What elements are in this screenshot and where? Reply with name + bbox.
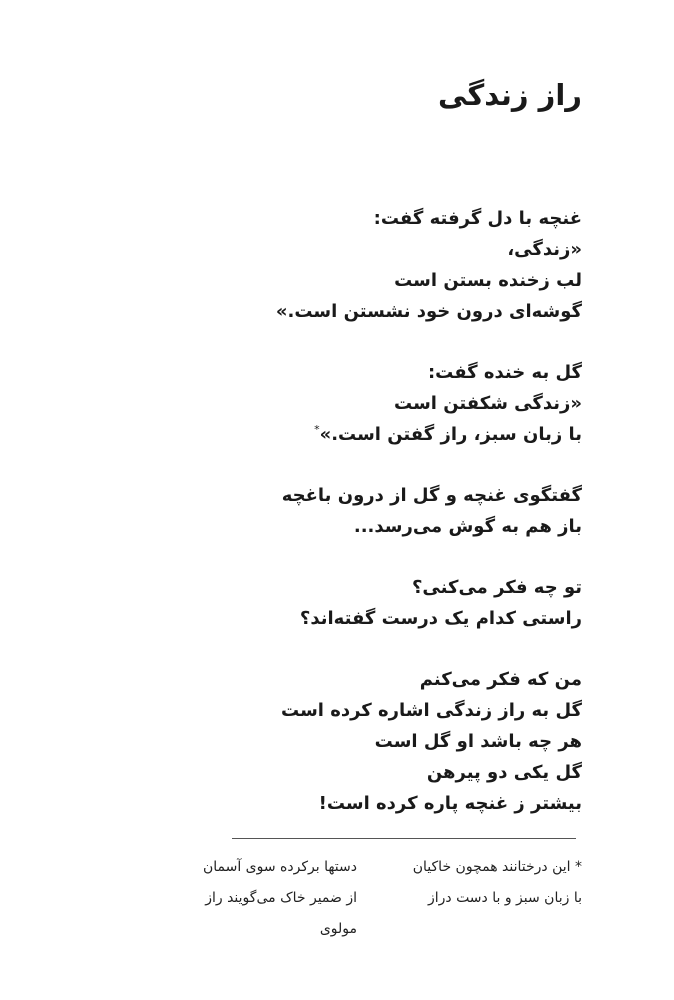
footnote-hemistich: با زبان سبز و با دست دراز xyxy=(427,890,582,906)
poem-body xyxy=(102,203,582,849)
poem-line: راستی کدام یک درست گفته‌اند؟ xyxy=(299,608,582,629)
footnote-divider xyxy=(232,838,576,839)
stanza-1 xyxy=(102,203,582,327)
footnote-hemistich: * این درختانند همچون خاکیان xyxy=(412,859,582,875)
stanza-4 xyxy=(102,572,582,634)
poem-line: باز هم به گوش می‌رسد... xyxy=(353,516,582,537)
poem-title: راز زندگی xyxy=(438,78,582,112)
poem-line: هر چه باشد او گل است xyxy=(374,731,582,752)
poem-line: «زندگی، xyxy=(507,239,582,260)
poem-line: گل به خنده گفت: xyxy=(427,362,582,383)
poem-line-text: با زبان سبز، راز گفتن است.» xyxy=(319,424,582,445)
footnote-spacer xyxy=(407,914,582,945)
poem-line: «زندگی شکفتن است xyxy=(394,393,582,414)
footnote-hemistich: دستها برکرده سوی آسمان xyxy=(202,859,357,875)
poem-line: بیشتر ز غنچه پاره کرده است! xyxy=(318,793,582,814)
poem-line: غنچه با دل گرفته گفت: xyxy=(373,208,582,229)
footnote-row xyxy=(102,852,582,883)
footnote-row xyxy=(102,883,582,914)
footnote xyxy=(102,852,582,945)
poem-line: گوشه‌ای درون خود نشستن است.» xyxy=(275,301,582,322)
footnote-hemistich: از ضمیر خاک می‌گویند راز xyxy=(205,890,357,906)
poem-line: لب زخنده بستن است xyxy=(394,270,582,291)
stanza-3 xyxy=(102,480,582,542)
stanza-5 xyxy=(102,664,582,819)
stanza-2 xyxy=(102,357,582,450)
poem-line: تو چه فکر می‌کنی؟ xyxy=(411,577,582,598)
footnote-marker: * xyxy=(314,423,320,436)
footnote-row xyxy=(102,914,582,945)
poem-line: گل یکی دو پیرهن xyxy=(426,762,582,783)
poem-line: من که فکر می‌کنم xyxy=(419,669,582,690)
poem-line: گفتگوی غنچه و گل از درون باغچه xyxy=(281,485,582,506)
poem-line: گل به راز زندگی اشاره کرده است xyxy=(281,700,582,721)
footnote-attribution: مولوی xyxy=(319,921,357,937)
poem-line xyxy=(102,419,582,450)
